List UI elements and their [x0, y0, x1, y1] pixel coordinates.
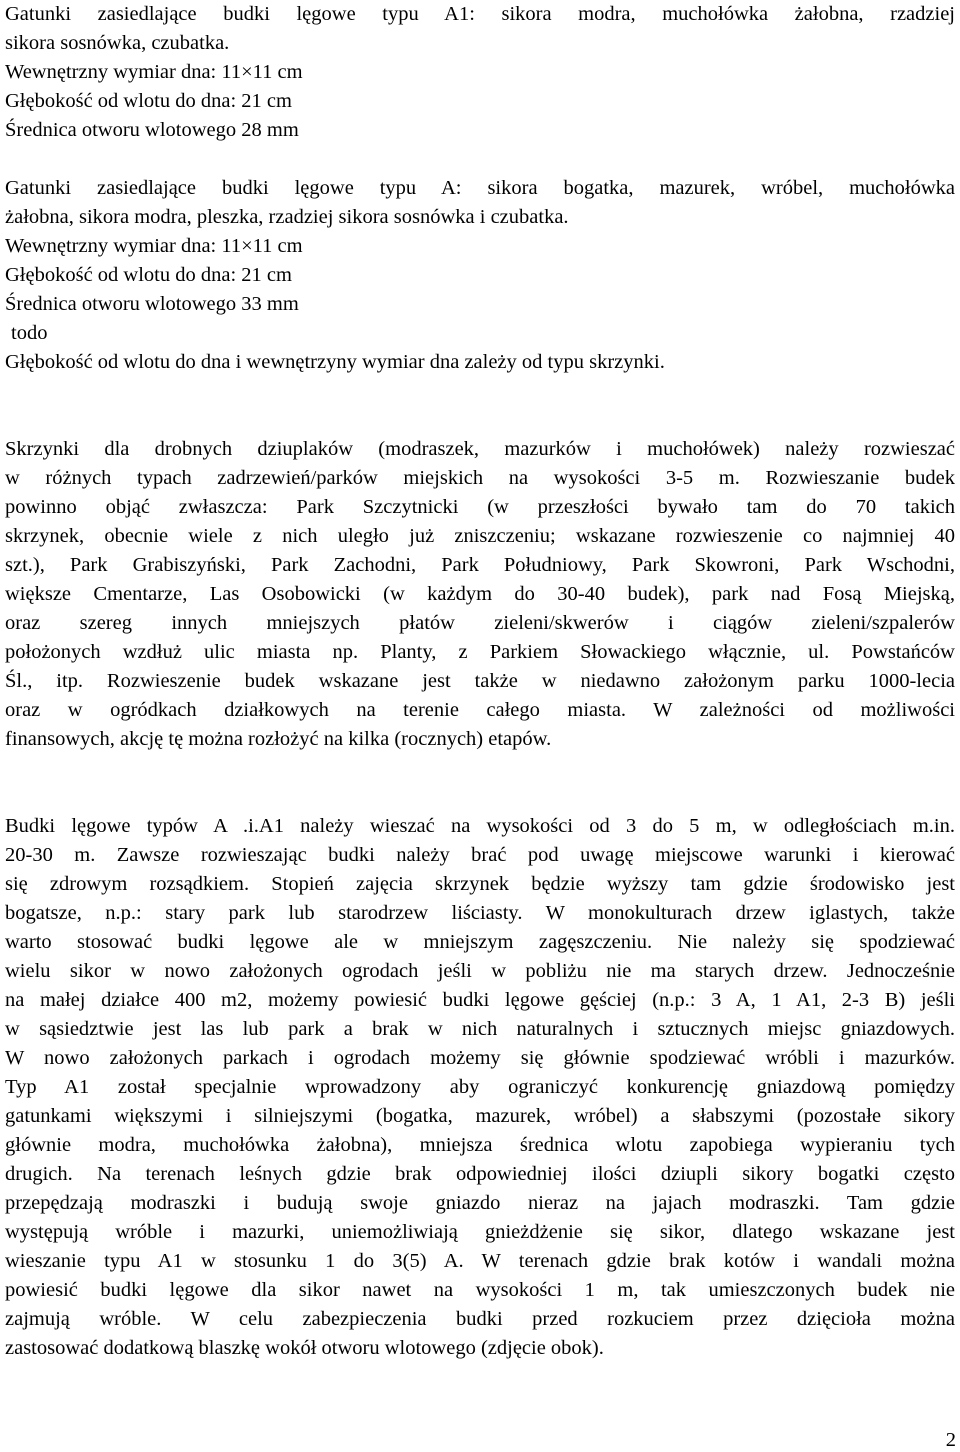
spacer [5, 145, 955, 174]
paragraph-line: wieszanie typu A1 w stosunku 1 do 3(5) A. W terenach gdzie brak kotów i wandali można [5, 1250, 955, 1272]
paragraph-line: głównie modra, muchołówka żałobna), mniejsza średnica wlotu zapobiega wypieraniu tych [5, 1134, 955, 1156]
paragraph-line: Skrzynki dla drobnych dziuplaków (modraszek, mazurków i muchołówek) należy rozwieszać [5, 438, 955, 460]
paragraph-line: oraz w ogródkach działkowych na terenie całego miasta. W zależności od możliwości [5, 699, 955, 721]
block-a-line: Głębokość od wlotu do dna i wewnętrzyny wymiar dna zależy od typu skrzynki. [5, 351, 665, 373]
block-a-line: żałobna, sikora modra, pleszka, rzadziej sikora sosnówka i czubatka. [5, 206, 569, 228]
paragraph-line: powinno objąć zwłaszcza: Park Szczytnicki (w przeszłości bywało tam do 70 takich [5, 496, 955, 518]
block-a-line: Głębokość od wlotu do dna: 21 cm [5, 264, 292, 286]
paragraph-line: bogatsze, n.p.: stary park lub starodrzew liściasty. W monokulturach drzew iglastych, także [5, 902, 955, 924]
block-a-line: Średnica otworu wlotowego 33 mm [5, 293, 299, 315]
paragraph-placement [5, 435, 955, 754]
block-a1-line: Średnica otworu wlotowego 28 mm [5, 119, 299, 141]
block-a1-line: sikora sosnówka, czubatka. [5, 32, 230, 54]
block-a-specs [5, 174, 955, 377]
paragraph-line: gatunkami większymi i silniejszymi (bogatka, mazurek, wróbel) a słabszymi (pozostałe sikory [5, 1105, 955, 1127]
paragraph-line: finansowych, akcję tę można rozłożyć na kilka (rocznych) etapów. [5, 728, 552, 750]
paragraph-line: W nowo założonych parkach i ogrodach możemy się głównie spodziewać wróbli i mazurków. [5, 1047, 955, 1069]
paragraph-line: w różnych typach zadrzewień/parków miejskich na wysokości 3-5 m. Rozwieszanie budek [5, 467, 955, 489]
paragraph-line: zastosować dodatkową blaszkę wokół otworu wlotowego (zdjęcie obok). [5, 1337, 604, 1359]
paragraph-line: Budki lęgowe typów A .i.A1 należy wieszać na wysokości od 3 do 5 m, w odległościach m.in. [5, 815, 955, 837]
paragraph-line: występują wróble i mazurki, uniemożliwiają gnieżdżenie się sikor, dlatego wskazane jest [5, 1221, 955, 1243]
document-page [5, 0, 955, 1363]
block-a1-line: Głębokość od wlotu do dna: 21 cm [5, 90, 292, 112]
paragraph-line: Typ A1 został specjalnie wprowadzony aby ograniczyć konkurencję gniazdową pomiędzy [5, 1076, 955, 1098]
spacer [5, 754, 955, 812]
block-a-line: todo [11, 322, 48, 344]
paragraph-line: większe Cmentarze, Las Osobowicki (w każdym do 30-40 budek), park nad Fosą Miejską, [5, 583, 955, 605]
paragraph-line: drugich. Na terenach leśnych gdzie brak odpowiedniej ilości dziupli sikory bogatki często [5, 1163, 955, 1185]
spacer [5, 377, 955, 435]
paragraph-line: powiesić budki lęgowe dla sikor nawet na wysokości 1 m, tak umieszczonych budek nie [5, 1279, 955, 1301]
paragraph-line: położonych wzdłuż ulic miasta np. Planty, z Parkiem Słowackiego włącznie, ul. Powstańców [5, 641, 955, 663]
paragraph-line: przepędzają modraszki i budują swoje gniazdo nieraz na jajach modraszki. Tam gdzie [5, 1192, 955, 1214]
paragraph-line: oraz szereg innych mniejszych płatów zieleni/skwerów i ciągów zieleni/szpalerów [5, 612, 955, 634]
paragraph-height [5, 812, 955, 1363]
block-a1-line: Gatunki zasiedlające budki lęgowe typu A1: sikora modra, muchołówka żałobna, rzadziej [5, 3, 955, 25]
paragraph-line: wielu sikor w nowo założonych ogrodach jeśli w pobliżu nie ma starych drzew. Jednocześnie [5, 960, 955, 982]
page-number: 2 [945, 1429, 956, 1451]
paragraph-line: skrzynek, obecnie wiele z nich uległo już zniszczeniu; wskazane rozwieszenie co najmniej 40 [5, 525, 955, 547]
block-a1-specs [5, 0, 955, 145]
paragraph-line: 20-30 m. Zawsze rozwieszając budki należy brać pod uwagę miejscowe warunki i kierować [5, 844, 955, 866]
paragraph-line: na małej działce 400 m2, możemy powiesić budki lęgowe gęściej (n.p.: 3 A, 1 A1, 2-3 B) jeśli [5, 989, 955, 1011]
paragraph-line: zajmują wróble. W celu zabezpieczenia budki przed rozkuciem przez dzięcioła można [5, 1308, 955, 1330]
paragraph-line: w sąsiedztwie jest las lub park a brak w nich naturalnych i sztucznych miejsc gniazdowych. [5, 1018, 955, 1040]
paragraph-line: się zdrowym rozsądkiem. Stopień zajęcia skrzynek będzie wyższy tam gdzie środowisko jest [5, 873, 955, 895]
paragraph-line: warto stosować budki lęgowe ale w mniejszym zagęszczeniu. Nie należy się spodziewać [5, 931, 955, 953]
paragraph-line: szt.), Park Grabiszyński, Park Zachodni, Park Południowy, Park Skowroni, Park Wschodni, [5, 554, 955, 576]
paragraph-line: Śl., itp. Rozwieszenie budek wskazane jest także w niedawno założonym parku 1000-lecia [5, 670, 955, 692]
block-a1-line: Wewnętrzny wymiar dna: 11×11 cm [5, 61, 303, 83]
block-a-line: Wewnętrzny wymiar dna: 11×11 cm [5, 235, 303, 257]
block-a-line: Gatunki zasiedlające budki lęgowe typu A: sikora bogatka, mazurek, wróbel, muchołówka [5, 177, 955, 199]
